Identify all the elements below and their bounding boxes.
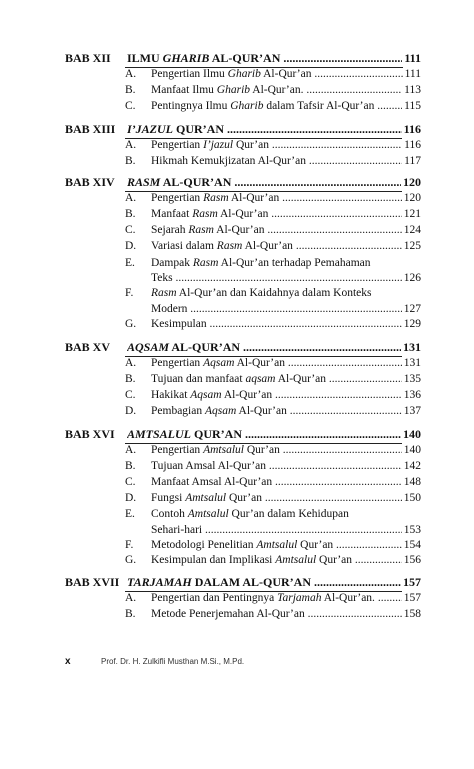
entry-title — [151, 506, 421, 522]
page-ref: 154 — [403, 539, 421, 551]
title-text: Rasm — [188, 224, 214, 236]
toc-entry-row — [65, 606, 421, 622]
entry-title — [151, 552, 421, 568]
title-text: Al-Qur’an — [242, 240, 293, 252]
page-ref: 150 — [403, 492, 421, 504]
page-ref: 116 — [403, 122, 421, 136]
toc-entry-row — [65, 590, 421, 606]
title-text: QUR’AN — [191, 427, 243, 441]
entry-title — [151, 474, 421, 490]
page-ref: 111 — [404, 68, 421, 80]
title-text: Pembagian — [151, 405, 205, 417]
title-text: Al-Qur’an — [217, 208, 269, 220]
entry-letter: B. — [125, 608, 136, 620]
title-text: Aqsam — [203, 357, 235, 369]
entry-letter: D. — [125, 492, 137, 504]
title-text: aqsam — [245, 373, 276, 385]
page-ref: 148 — [403, 476, 421, 488]
chapter-number: BAB XII — [65, 51, 111, 65]
title-text: AMTSALUL — [127, 427, 192, 441]
title-text: Variasi dalam — [151, 240, 217, 252]
title-text: Al-Qur’an — [260, 68, 312, 80]
entry-letter: E. — [125, 508, 135, 520]
title-text: Pengertian — [151, 357, 204, 369]
page-ref: 131 — [403, 357, 421, 369]
title-text: Rasm — [192, 257, 219, 269]
page-ref: 125 — [403, 240, 421, 252]
entry-title — [151, 403, 421, 419]
toc-chapter-row — [65, 50, 421, 66]
entry-letter: F. — [125, 287, 134, 299]
title-text: Pentingnya Ilmu — [151, 100, 231, 112]
entry-title — [151, 206, 421, 222]
title-text: Qur’an — [243, 444, 280, 456]
title-text: Rasm — [151, 287, 177, 299]
entry-letter: C. — [125, 389, 136, 401]
chapter-number: BAB XV — [65, 340, 111, 354]
page-ref: 137 — [403, 405, 421, 417]
toc-chapter-row — [65, 574, 421, 590]
page-ref: 120 — [403, 175, 421, 189]
title-text: Manfaat Amsal Al-Qur’an — [151, 476, 273, 488]
entry-letter: D. — [125, 240, 137, 252]
entry-title — [151, 537, 421, 553]
entry-title — [151, 301, 421, 317]
entry-title — [151, 82, 421, 98]
toc-entry-continuation — [65, 270, 421, 286]
entry-letter: A. — [125, 139, 137, 151]
title-text: Qur’an — [226, 492, 262, 504]
title-text: Al-Qur’an. — [250, 84, 304, 96]
title-text: Al-Qur’an terhadap Pemahaman — [218, 257, 371, 269]
entry-title — [151, 355, 421, 371]
title-text: Fungsi — [151, 492, 186, 504]
toc-entry-row — [65, 153, 421, 169]
title-text: Aqsam — [190, 389, 222, 401]
title-text: Dampak — [151, 257, 193, 269]
toc-entry-row — [65, 137, 421, 153]
entry-letter: G. — [125, 554, 137, 566]
toc-entry-row — [65, 387, 421, 403]
entry-title — [151, 606, 421, 622]
page-ref: 135 — [403, 373, 421, 385]
entry-title — [151, 137, 421, 153]
title-text: RASM — [127, 175, 161, 189]
title-text: Gharib — [216, 84, 251, 96]
entry-letter: B. — [125, 373, 136, 385]
entry-letter: B. — [125, 460, 136, 472]
toc-entry-row — [65, 255, 421, 271]
title-text: Rasm — [192, 208, 218, 220]
title-text: Amtsalul — [187, 508, 229, 520]
title-text: Al-Qur’an — [221, 389, 273, 401]
entry-title — [151, 316, 421, 332]
title-text: Al-Qur’an — [213, 224, 265, 236]
page-ref: 116 — [404, 139, 421, 151]
title-text: Manfaat — [151, 208, 193, 220]
title-text: Tujuan dan manfaat — [151, 373, 246, 385]
page-ref: 140 — [403, 427, 421, 441]
toc-chapter-row — [65, 174, 421, 190]
toc-entry-row — [65, 474, 421, 490]
entry-title — [151, 590, 421, 606]
title-text: ILMU — [127, 51, 163, 65]
title-text: Sehari-hari — [151, 524, 203, 536]
entry-letter: B. — [125, 155, 136, 167]
title-text: AL-QUR’AN — [160, 175, 232, 189]
title-text: I’JAZUL — [127, 122, 173, 136]
entry-letter: A. — [125, 357, 137, 369]
title-text: Contoh — [151, 508, 188, 520]
page-ref: 111 — [404, 51, 421, 65]
title-text: Al-Qur’an — [228, 192, 280, 204]
title-text: Amtsalul — [256, 539, 298, 551]
entry-title — [151, 66, 421, 82]
title-text: Kesimpulan — [151, 318, 207, 330]
page-ref: 153 — [403, 524, 421, 536]
page-ref: 115 — [404, 100, 421, 112]
toc-entry-row — [65, 458, 421, 474]
chapter-title — [127, 50, 421, 66]
page-ref: 124 — [403, 224, 421, 236]
title-text: Rasm — [203, 192, 229, 204]
page-ref: 156 — [403, 554, 421, 566]
title-text: Teks — [151, 272, 173, 284]
chapter-number: BAB XVII — [65, 575, 120, 589]
toc-entry-row — [65, 190, 421, 206]
chapter-title — [127, 121, 421, 137]
entry-letter: C. — [125, 224, 136, 236]
entry-title — [151, 153, 421, 169]
page-ref: 136 — [403, 389, 421, 401]
entry-title — [151, 490, 421, 506]
page-ref: 157 — [403, 575, 421, 589]
toc-entry-row — [65, 490, 421, 506]
entry-letter: B. — [125, 208, 136, 220]
chapter-title — [127, 174, 421, 190]
toc-entry-row — [65, 355, 421, 371]
entry-title — [151, 98, 421, 114]
entry-title — [151, 522, 421, 538]
chapter-title — [127, 574, 421, 590]
toc-entry-continuation — [65, 301, 421, 317]
entry-letter: G. — [125, 318, 137, 330]
title-text: AL-QUR’AN — [209, 51, 281, 65]
page-ref: 117 — [404, 155, 421, 167]
page-footer — [65, 656, 445, 672]
toc-entry-row — [65, 506, 421, 522]
toc-entry-row — [65, 238, 421, 254]
toc-chapter-row — [65, 339, 421, 355]
title-text: Manfaat Ilmu — [151, 84, 217, 96]
entry-letter: A. — [125, 68, 137, 80]
entry-letter: E. — [125, 257, 135, 269]
title-text: Pengertian — [151, 139, 204, 151]
page-ref: 129 — [403, 318, 421, 330]
chapter-number: BAB XIII — [65, 122, 116, 136]
entry-title — [151, 387, 421, 403]
title-text: TARJAMAH — [127, 575, 192, 589]
title-text: Amtsalul — [275, 554, 317, 566]
entry-title — [151, 285, 421, 301]
title-text: AQSAM — [127, 340, 170, 354]
title-text: Sejarah — [151, 224, 189, 236]
toc-entry-row — [65, 316, 421, 332]
title-text: GHARIB — [162, 51, 210, 65]
page-ref: 127 — [403, 303, 421, 315]
toc-entry-row — [65, 66, 421, 82]
chapter-number: BAB XIV — [65, 175, 115, 189]
entry-title — [151, 238, 421, 254]
page-ref: 131 — [403, 340, 421, 354]
title-text: DALAM AL-QUR’AN — [191, 575, 312, 589]
title-text: QUR’AN — [173, 122, 224, 136]
page-ref: 142 — [403, 460, 421, 472]
title-text: Tarjamah — [277, 592, 322, 604]
entry-letter: F. — [125, 539, 134, 551]
title-text: Al-Qur’an — [236, 405, 287, 417]
toc-entry-row — [65, 442, 421, 458]
entry-title — [151, 270, 421, 286]
title-text: Al-Qur’an. — [321, 592, 375, 604]
title-text: Al-Qur’an dan Kaidahnya dalam Konteks — [176, 287, 372, 299]
entry-title — [151, 371, 421, 387]
page-ref: 120 — [403, 192, 421, 204]
toc-entry-row — [65, 98, 421, 114]
page-ref: 121 — [403, 208, 421, 220]
entry-title — [151, 222, 421, 238]
toc-entry-row — [65, 537, 421, 553]
entry-title — [151, 442, 421, 458]
title-text: Rasm — [216, 240, 243, 252]
entry-letter: C. — [125, 100, 136, 112]
entry-title — [151, 255, 421, 271]
title-text: Pengertian — [151, 192, 204, 204]
entry-letter: D. — [125, 405, 137, 417]
entry-letter: B. — [125, 84, 136, 96]
entry-letter: A. — [125, 592, 137, 604]
entry-letter: C. — [125, 476, 136, 488]
title-text: Modern — [151, 303, 188, 315]
toc-entry-row — [65, 222, 421, 238]
title-text: Metodologi Penelitian — [151, 539, 257, 551]
title-text: Pengertian — [151, 444, 204, 456]
title-text: I’jazul — [203, 139, 234, 151]
toc-chapter-row — [65, 426, 421, 442]
toc-entry-row — [65, 552, 421, 568]
toc-entry-row — [65, 403, 421, 419]
page-ref: 113 — [404, 84, 421, 96]
entry-letter: A. — [125, 444, 137, 456]
title-text: Gharib — [227, 68, 261, 80]
page-ref: 126 — [403, 272, 421, 284]
chapter-number: BAB XVI — [65, 427, 115, 441]
entry-title — [151, 458, 421, 474]
title-text: Qur’an dalam Kehidupan — [228, 508, 349, 520]
title-text: Al-Qur’an — [234, 357, 285, 369]
toc-entry-row — [65, 82, 421, 98]
author-name: Prof. Dr. H. Zulkifli Musthan M.Si., M.Pd. — [101, 657, 245, 666]
toc-entry-row — [65, 285, 421, 301]
chapter-title — [127, 426, 421, 442]
toc-entry-continuation — [65, 522, 421, 538]
toc-entry-row — [65, 206, 421, 222]
title-text: Aqsam — [204, 405, 237, 417]
title-text: Amtsalul — [203, 444, 244, 456]
title-text: Amtsalul — [185, 492, 227, 504]
title-text: Kesimpulan dan Implikasi — [151, 554, 276, 566]
title-text: Hikmah Kemukjizatan Al-Qur’an — [151, 155, 306, 167]
title-text: Tujuan Amsal Al-Qur’an — [151, 460, 266, 472]
title-text: Pengertian Ilmu — [151, 68, 228, 80]
entry-title — [151, 190, 421, 206]
title-text: Metode Penerjemahan Al-Qur’an — [151, 608, 305, 620]
page-ref: 157 — [403, 592, 421, 604]
toc-chapter-row — [65, 121, 421, 137]
title-text: AL-QUR’AN — [169, 340, 241, 354]
toc-entry-row — [65, 371, 421, 387]
title-text: Gharib — [230, 100, 264, 112]
entry-letter: A. — [125, 192, 137, 204]
title-text: Al-Qur’an — [275, 373, 327, 385]
title-text: Pengertian dan Pentingnya — [151, 592, 278, 604]
title-text: dalam Tafsir Al-Qur’an — [263, 100, 375, 112]
title-text: Hakikat — [151, 389, 191, 401]
page-number: x — [65, 656, 71, 667]
page-ref: 158 — [403, 608, 421, 620]
title-text: Qur’an — [233, 139, 269, 151]
chapter-title — [127, 339, 421, 355]
title-text: Qur’an — [316, 554, 353, 566]
page-ref: 140 — [403, 444, 421, 456]
title-text: Qur’an — [297, 539, 334, 551]
